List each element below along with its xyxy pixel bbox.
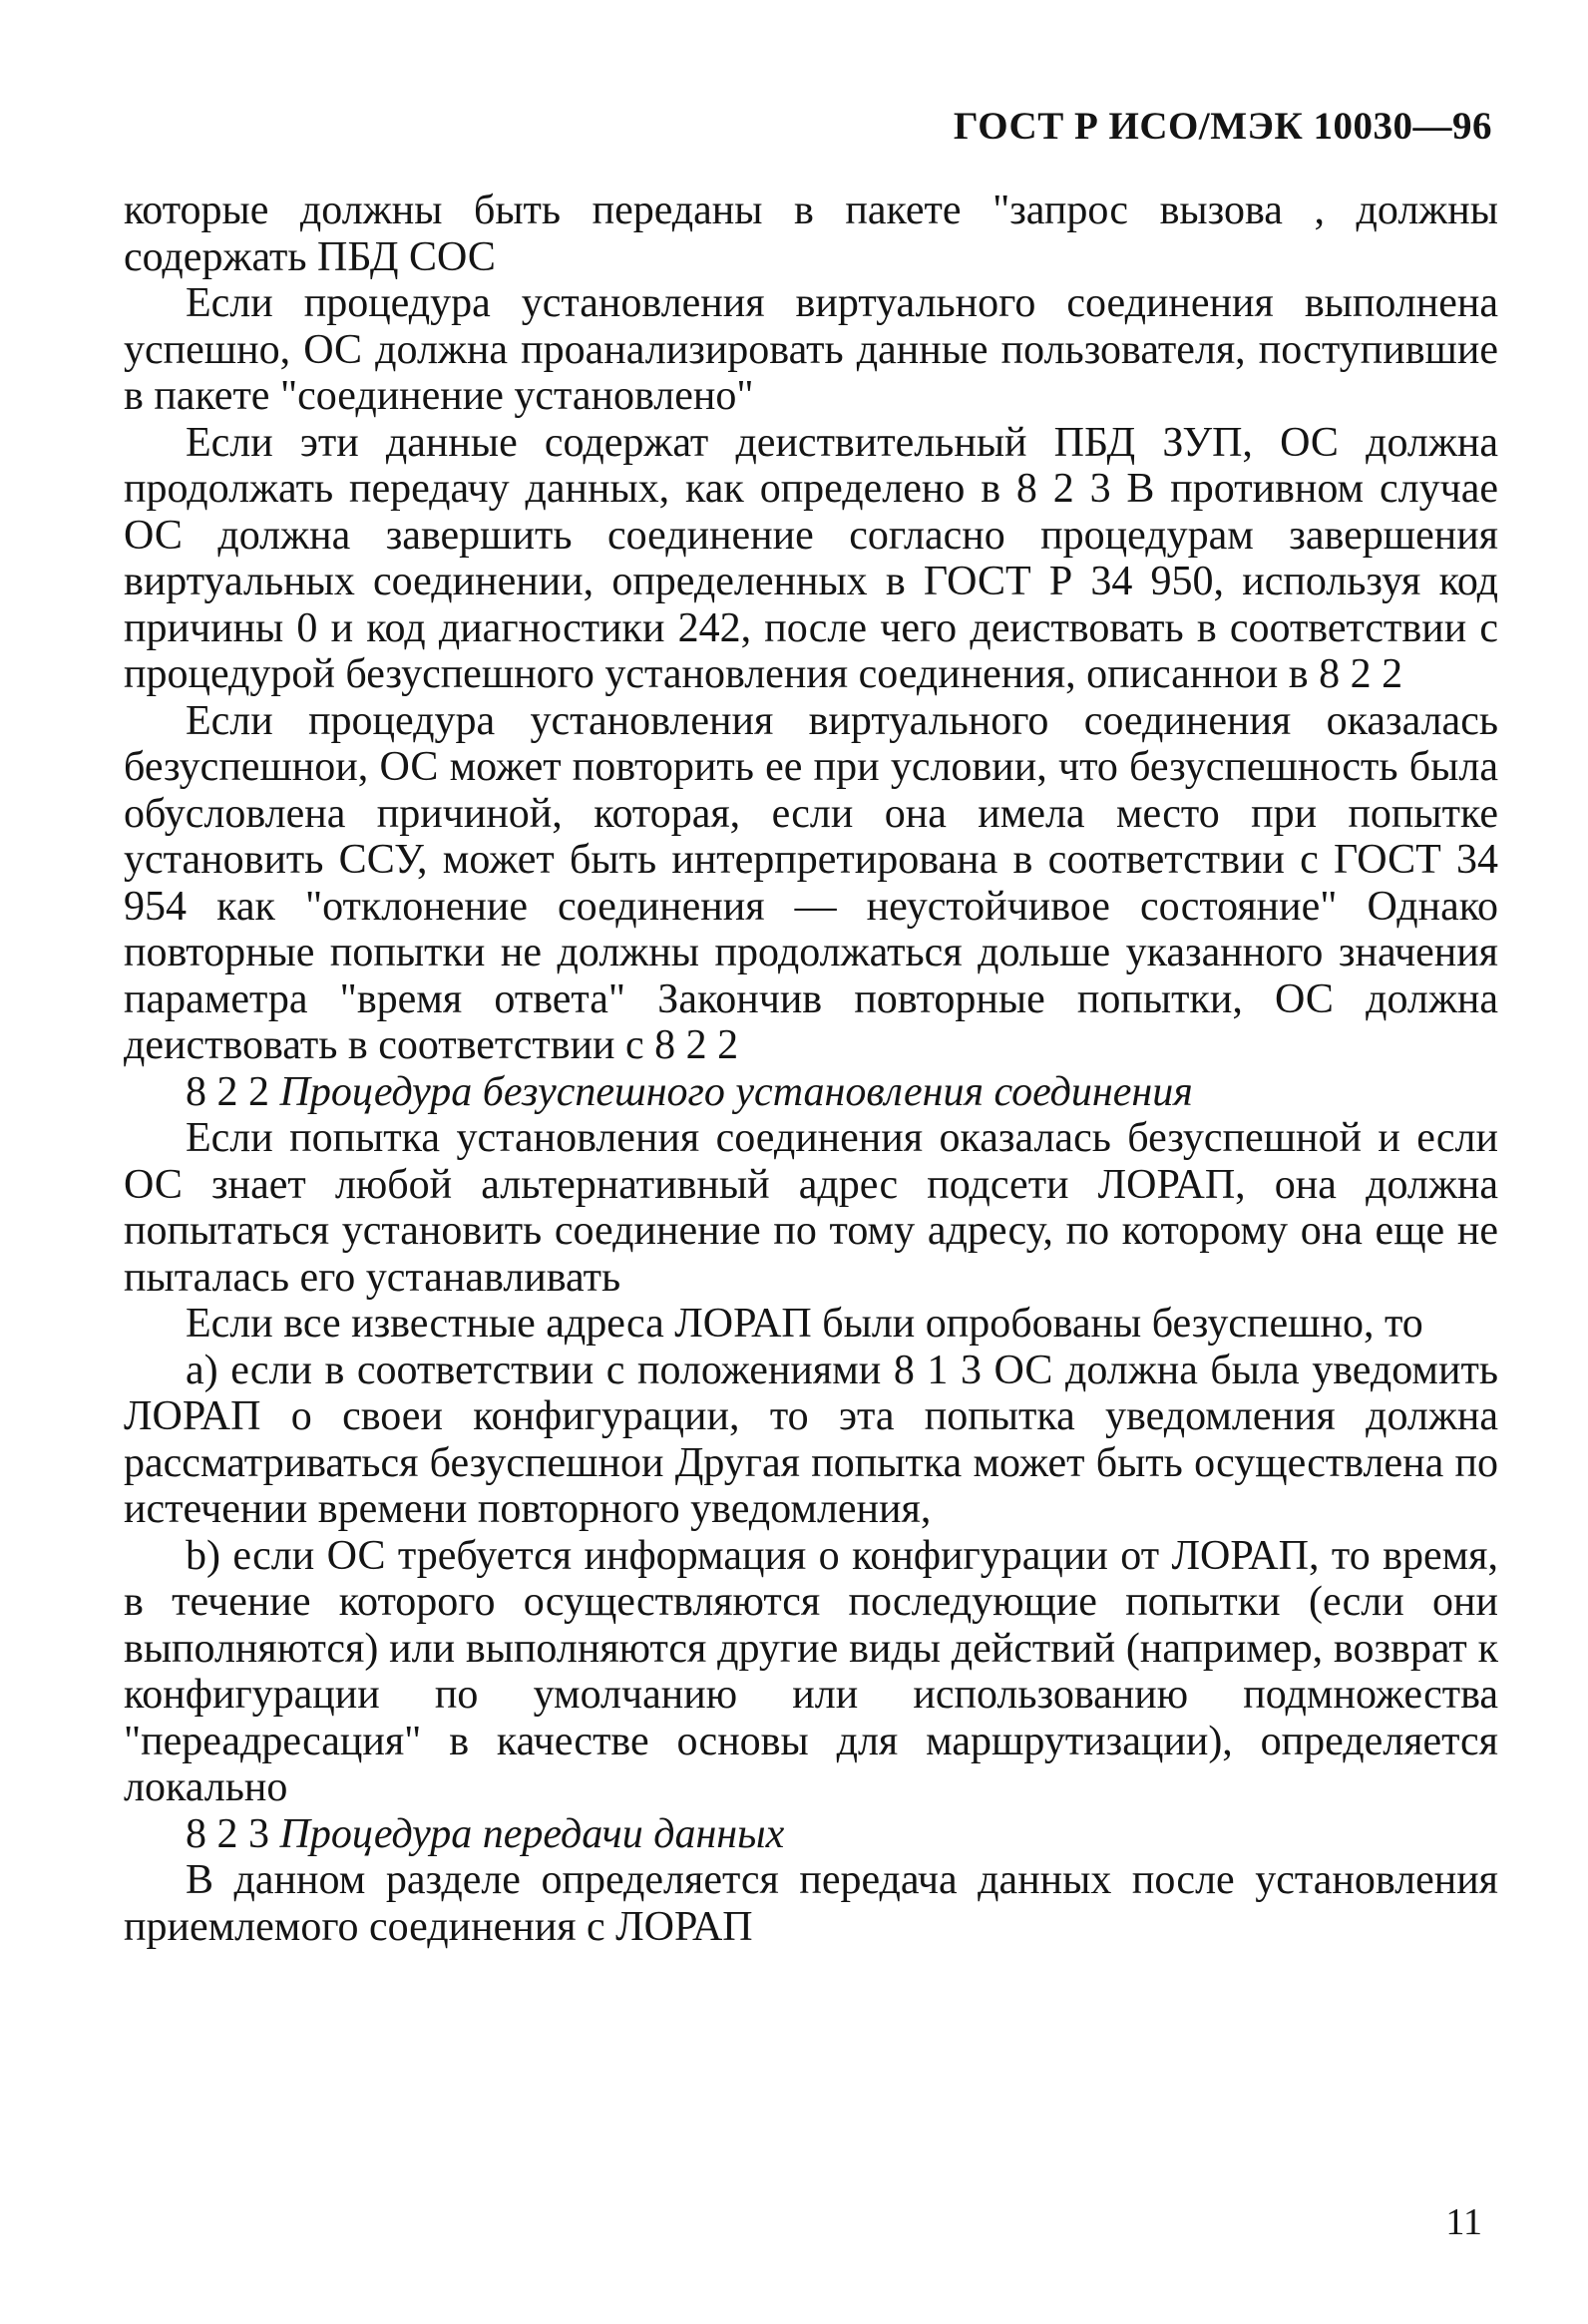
section-number: 8 2 2 xyxy=(186,1068,269,1115)
paragraph: Если процедура установления виртуального соединения оказалась безуспешнои, ОС может повторить ее при условии, что безуспешность была обусловлена причиной, которая, если она имела место при попытке установить ССУ, может быть интерпретирована в соответствии с ГОСТ 34 954 как "отклонение соединения — неустойчивое состояние" Однако повторные попытки не должны продолжаться дольше указанного значения параметра "время ответа" Закончив повторные попытки, ОС должна деиствовать в соответствии с 8 2 2 xyxy=(124,697,1498,1068)
section-title: Процедура передачи данных xyxy=(279,1810,785,1857)
section-title: Процедура безуспешного установления соединения xyxy=(279,1068,1193,1115)
page-number: 11 xyxy=(1445,2201,1482,2243)
paragraph-continuation: которые должны быть переданы в пакете "запрос вызова , должны содержать ПБД СОС xyxy=(124,188,1498,280)
list-item-b: b) если ОС требуется информация о конфигурации от ЛОРАП, то время, в течение которого осуществляются последующие попытки (если они выполняются) или выполняются другие виды действий (например, возврат к конфигурации по умолчанию или использованию подмножества "переадресация" в качестве основы для маршрутизации), определяется локально xyxy=(124,1532,1498,1810)
paragraph: Если процедура установления виртуального соединения выполнена успешно, ОС должна проанализировать данные пользователя, поступившие в пакете "соединение установлено" xyxy=(124,280,1498,419)
section-heading-8-2-3 xyxy=(124,1811,1498,1858)
section-number: 8 2 3 xyxy=(186,1810,269,1857)
document-body xyxy=(124,188,1498,1950)
paragraph: Если попытка установления соединения оказалась безуспешной и если ОС знает любой альтернативный адрес подсети ЛОРАП, она должна попытаться установить соединение по тому адресу, по которому она еще не пыталась его устанавливать xyxy=(124,1115,1498,1301)
paragraph: Если все известные адреса ЛОРАП были опробованы безуспешно, то xyxy=(186,1301,1423,1347)
paragraph: Если эти данные содержат деиствительный ПБД ЗУП, ОС должна продолжать передачу данных, как определено в 8 2 3 В противном случае ОС должна завершить соединение согласно процедурам завершения виртуальных соединении, определенных в ГОСТ Р 34 950, используя код причины 0 и код диагностики 242, после чего деиствовать в соответствии с процедурой безуспешного установления соединения, описаннои в 8 2 2 xyxy=(124,419,1498,697)
section-heading-8-2-2 xyxy=(124,1069,1498,1116)
list-item-a: а) если в соответствии с положениями 8 1 3 ОС должна была уведомить ЛОРАП о своеи конфигурации, то эта попытка уведомления должна рассматриваться безуспешнои Другая попытка может быть осуществлена по истечении времени повторного уведомления, xyxy=(124,1347,1498,1532)
paragraph: В данном разделе определяется передача данных после установления приемлемого соединения с ЛОРАП xyxy=(124,1857,1498,1950)
standard-header: ГОСТ Р ИСО/МЭК 10030—96 xyxy=(953,105,1492,148)
